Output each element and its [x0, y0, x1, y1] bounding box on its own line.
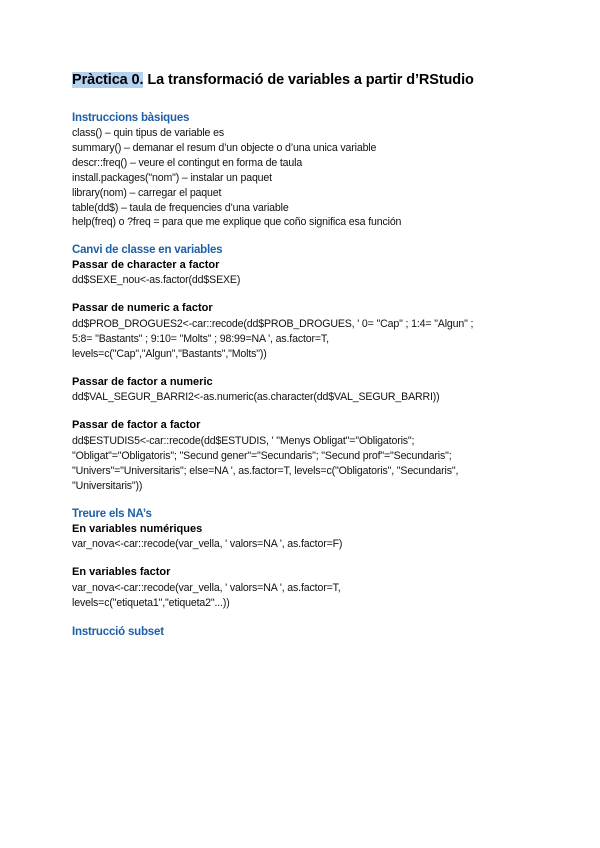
code-line: dd$SEXE_nou<-as.factor(dd$SEXE)	[72, 274, 241, 286]
code-line: var_nova<-car::recode(var_vella, ' valors=NA ', as.factor=F)	[72, 538, 343, 550]
code-line: levels=c("etiqueta1","etiqueta2"...))	[72, 597, 230, 609]
basic-line: class() – quin tipus de variable es	[72, 127, 224, 139]
basic-line: table(dd$) – taula de frequencies d’una variable	[72, 202, 289, 214]
title-text: La transformació de variables a partir d’RStudio	[143, 72, 474, 88]
code-line: "Univers"="Universitaris"; else=NA ', as.factor=T, levels=c("Obligatoris", "Secundaris",	[72, 465, 459, 477]
subheading-factor-vars: En variables factor	[72, 566, 171, 578]
heading-subset: Instrucció subset	[72, 626, 164, 638]
heading-remove-na: Treure els NA’s	[72, 508, 152, 520]
code-line: dd$PROB_DROGUES2<-car::recode(dd$PROB_DROGUES, ' 0= "Cap" ; 1:4= "Algun" ;	[72, 318, 474, 330]
heading-basic-instructions: Instruccions bàsiques	[72, 112, 190, 124]
basic-line: install.packages("nom") – instalar un paquet	[72, 172, 272, 184]
code-line: dd$ESTUDIS5<-car::recode(dd$ESTUDIS, ' "Menys Obligat"="Obligatoris";	[72, 435, 415, 447]
subheading-factor-to-numeric: Passar de factor a numeric	[72, 376, 213, 388]
subheading-factor-to-factor: Passar de factor a factor	[72, 419, 201, 431]
code-line: var_nova<-car::recode(var_vella, ' valors=NA ', as.factor=T,	[72, 582, 341, 594]
basic-line: descr::freq() – veure el contingut en forma de taula	[72, 157, 303, 169]
basic-line: summary() – demanar el resum d’un objecte o d’una unica variable	[72, 142, 377, 154]
code-line: 5:8= "Bastants" ; 9:10= "Molts" ; 98:99=NA ', as.factor=T,	[72, 333, 329, 345]
subheading-numeric-vars: En variables numériques	[72, 523, 203, 535]
code-line: "Obligat"="Obligatoris"; "Secund gener"="Secundaris"; "Secund prof"="Secundaris";	[72, 450, 452, 462]
basic-line: library(nom) – carregar el paquet	[72, 187, 222, 199]
code-line: dd$VAL_SEGUR_BARRI2<-as.numeric(as.character(dd$VAL_SEGUR_BARRI))	[72, 391, 440, 403]
code-line: "Universitaris"))	[72, 480, 143, 492]
title-highlighted-selection[interactable]: Pràctica 0.	[72, 72, 144, 88]
code-line: levels=c("Cap","Algun","Bastants","Molts"))	[72, 348, 267, 360]
page-title	[72, 72, 474, 88]
subheading-numeric-to-factor: Passar de numeric a factor	[72, 302, 213, 314]
basic-line: help(freq) o ?freq = para que me explique que coño significa esa función	[72, 216, 402, 228]
subheading-char-to-factor: Passar de character a factor	[72, 259, 220, 271]
heading-class-change: Canvi de classe en variables	[72, 244, 223, 256]
